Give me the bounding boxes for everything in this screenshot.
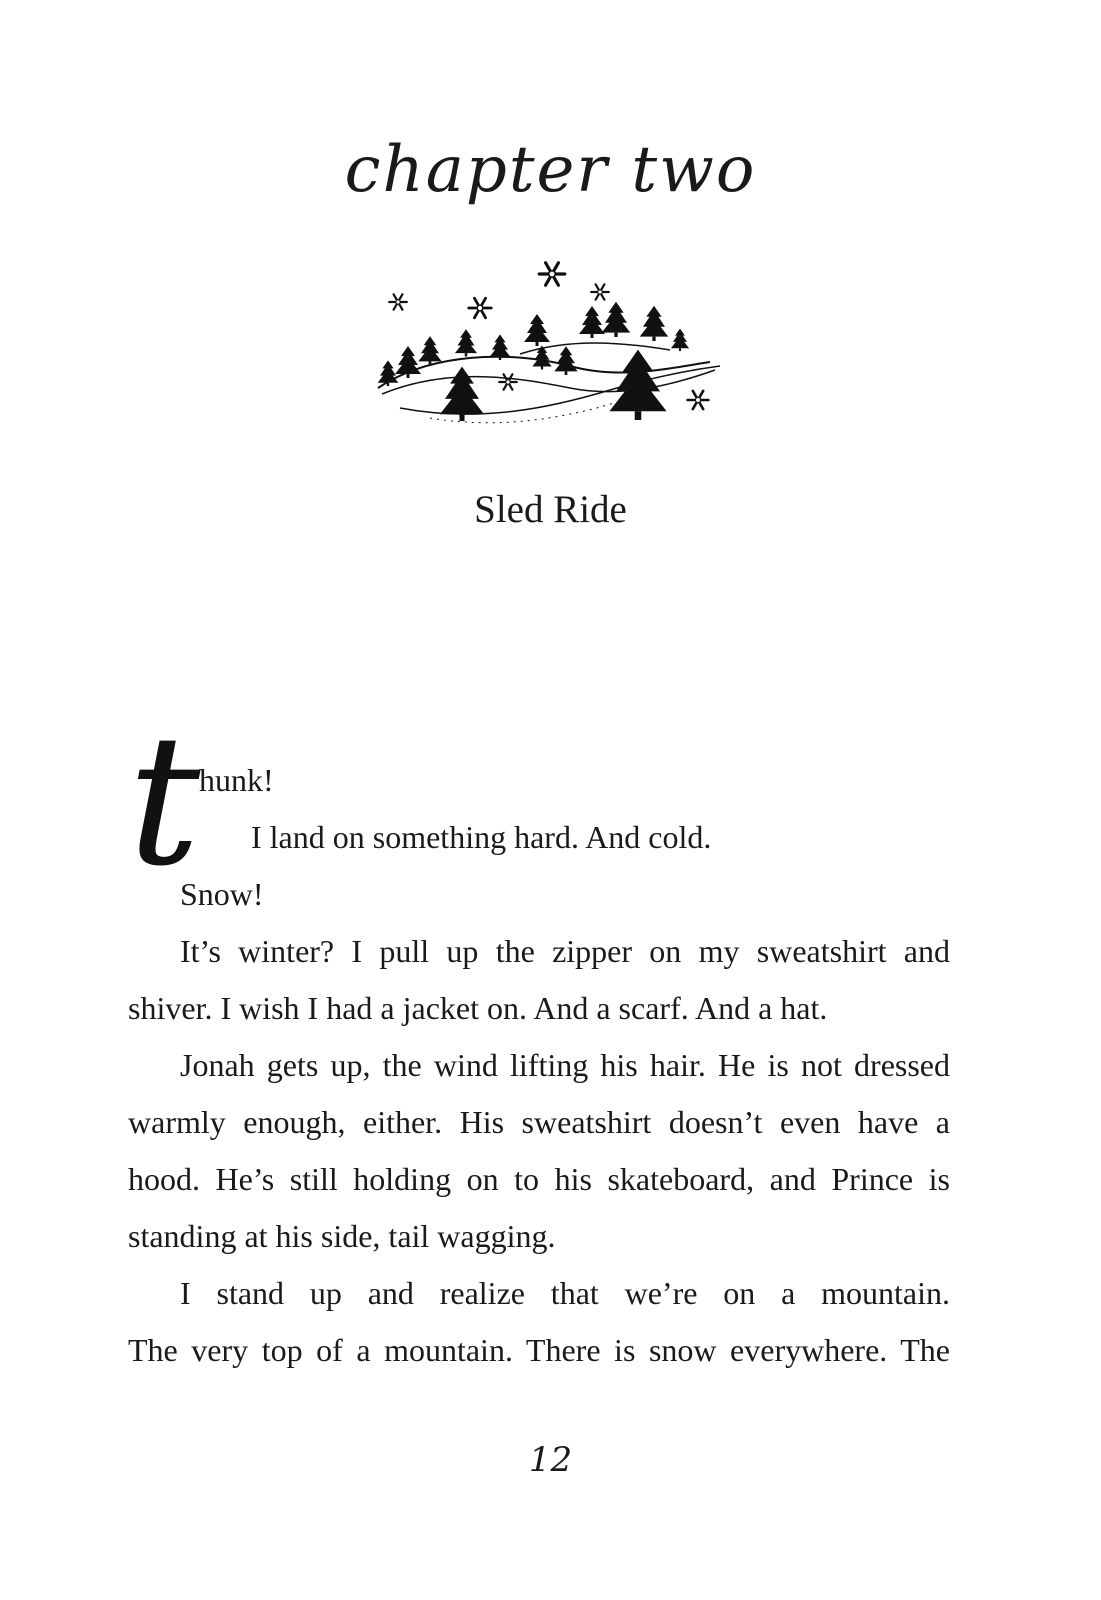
pine-tree-icon [579,306,605,338]
snowflake-icon [499,374,517,389]
page-number: 12 [528,1440,573,1480]
pine-tree-icon [524,314,550,346]
winter-hills-illustration [370,258,730,438]
drop-cap: t [128,697,201,906]
snowflake-icon [539,263,565,285]
text-line: I land on something hard. And cold. [251,819,712,855]
chapter-title: Sled Ride [474,488,627,531]
pine-tree-icon [490,334,511,360]
text-line: warmly enough, either. His sweatshirt doesn’t even have a [128,1104,950,1140]
snowflake-icon [389,294,407,309]
snowflake-icon [688,391,709,409]
chapter-heading: chapter two [344,133,757,207]
text-line: hunk! [199,762,274,798]
pine-tree-icon [602,302,631,337]
pine-tree-icon [440,367,484,421]
text-line: Jonah gets up, the wind lifting his hair. He is not dressed [180,1047,950,1083]
pine-tree-icon [609,350,666,420]
text-line: shiver. I wish I had a jacket on. And a scarf. And a hat. [128,990,828,1026]
snowflake-icon [591,284,609,299]
pine-tree-icon [418,336,441,365]
pine-tree-icon [640,306,669,341]
text-line: It’s winter? I pull up the zipper on my sweatshirt and [180,933,950,969]
text-line: standing at his side, tail wagging. [128,1218,556,1254]
pine-tree-icon [554,346,577,375]
text-line: hood. He’s still holding on to his skateboard, and Prince is [128,1161,950,1197]
text-line: I stand up and realize that we’re on a mountain. [180,1275,950,1311]
pine-tree-icon [455,329,477,356]
snowflake-icon [469,298,491,318]
pine-tree-icon [395,346,421,378]
text-line: Snow! [180,876,264,912]
pine-tree-icon [378,360,399,386]
text-line: The very top of a mountain. There is snow everywhere. The [128,1332,950,1368]
pine-tree-icon [671,329,689,351]
